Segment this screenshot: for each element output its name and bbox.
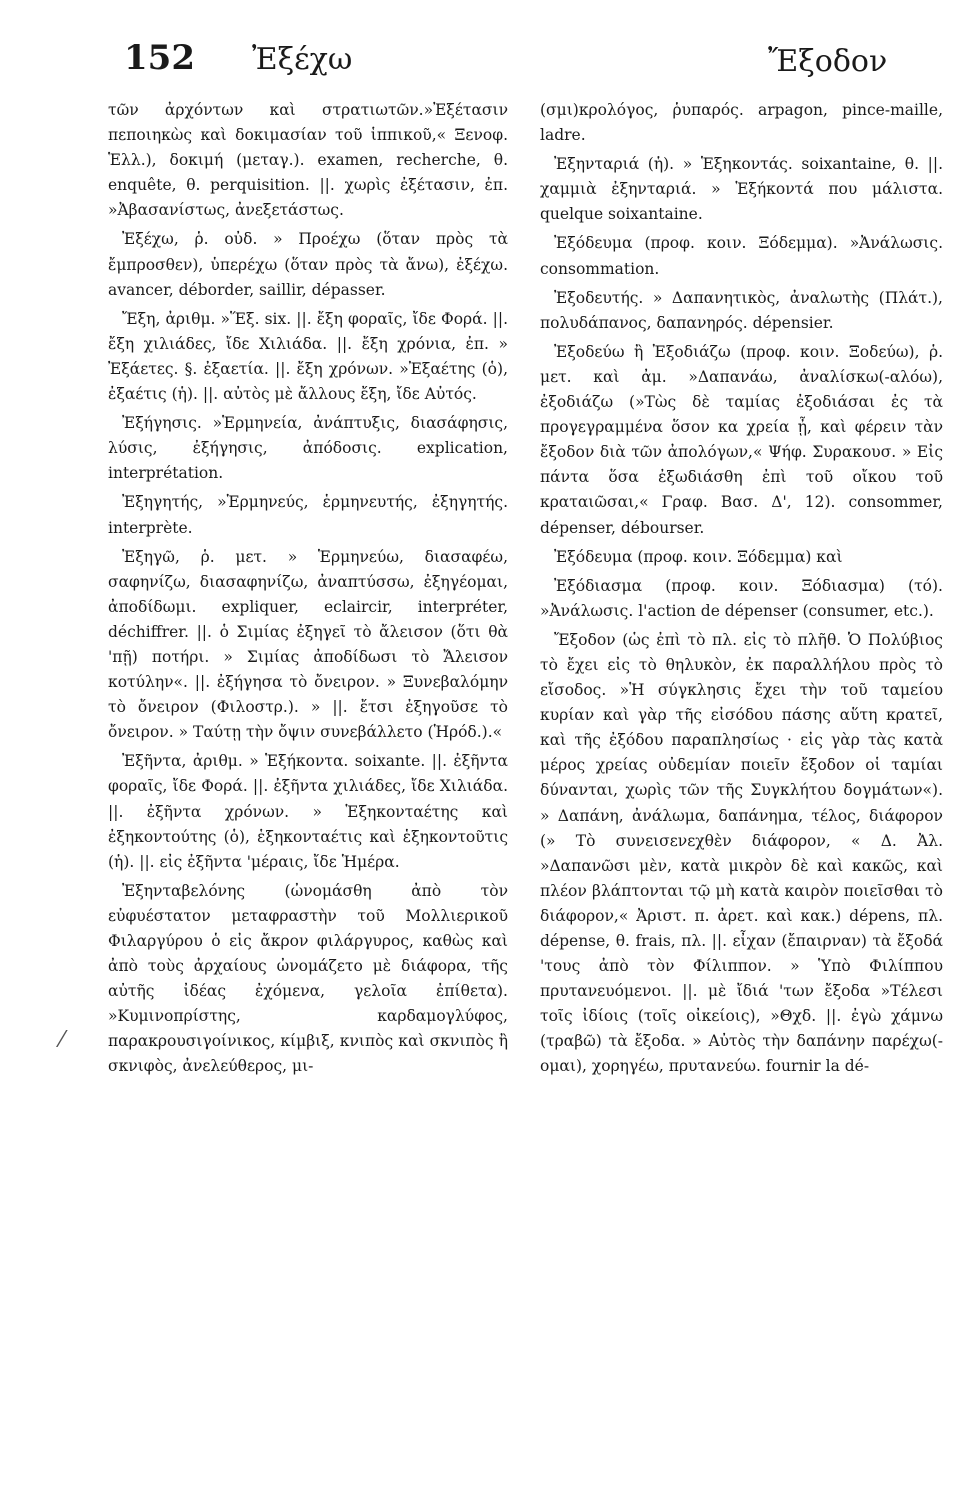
- right-guide-word: Ἔξοδον: [768, 44, 888, 79]
- page-number: 152: [124, 38, 195, 78]
- entry-exodeuma: Ἐξόδευμα (προφ. κοιν. Ξόδεμμα). »Ἀνάλωσις. consommation.: [540, 234, 943, 278]
- entry-exegesis: Ἐξήγησις. »Ἑρμηνεία, ἀνάπτυξις, διασάφησις, λύσις, ἐξήγησις, ἀπόδοσις. explication, interprétation.: [108, 414, 508, 483]
- entry-exekho: Ἐξέχω, ῥ. οὐδ. » Προέχω (ὅταν πρὸς τὰ ἔμπροσθεν), ὑπερέχω (ὅταν πρὸς τὰ ἄνω), ἐξέχω. avancer, déborder, saillir, dépasser.: [108, 230, 508, 299]
- page-header: [0, 38, 969, 88]
- entry-exodeuma-2: Ἐξόδευμα (προφ. κοιν. Ξόδεμμα) καὶ: [554, 547, 843, 566]
- left-column: [108, 98, 508, 1084]
- entry-continuation: τῶν ἀρχόντων καὶ στρατιωτῶν.»Ἐξέτασιν πεποιηκὼς καὶ δοκιμασίαν τοῦ ἱππικοῦ,« Ξενοφ. Ἑλλ.), δοκιμή (μεταγ.). examen, recherche, θ. enquête, θ. perquisition. ||. χωρὶς ἐξέτασιν, ἐπ. »Ἀβασανίστως, ἀνεξετάστως.: [108, 101, 508, 220]
- entry-exego: Ἐξηγῶ, ῥ. μετ. » Ἑρμηνεύω, διασαφέω, σαφηνίζω, διασαφηνίζω, ἀναπτύσσω, ἐξηγέομαι, ἀποδίδωμι. expliquer, eclaircir, interpréter, déchiffrer. ||. ὁ Σιμίας ἐξηγεῖ τὸ ἄλεισον (ὅτι θὰ 'πῇ) ποτήρι. » Σιμίας ἀποδίδωσι τὸ Ἄλεισον κοτύλην«. ||. ἐξήγησα τὸ ὄνειρον. » Ξυνεβαλόμην τὸ ὄνειρον (Φιλοστρ.). » ||. ἔτσι ἐξηγοῦσε τὸ ὄνειρον. » Ταύτῃ τὴν ὄψιν συνεβάλλετο (Ἡρόδ.).«: [108, 547, 508, 742]
- right-column: [540, 98, 943, 1084]
- entry-exinta: Ἐξῆντα, ἀριθμ. » Ἑξήκοντα. soixante. ||. ἐξῆντα φοραῖς, ἴδε Φορά. ||. ἐξῆντα χιλιάδες, ἴδε Χιλιάδα. ||. ἐξῆντα χρόνων. » Ἑξηκονταέτης καὶ ἐξηκοντούτης (ὁ), ἑξηκονταέτις καὶ ἑξηκοντοῦτις (ἡ). ||. εἰς ἐξῆντα 'μέραις, ἴδε Ἡμέρα.: [108, 752, 508, 871]
- entry-exintavelonis: Ἐξηνταβελόνης (ὠνομάσθη ἀπὸ τὸν εὐφυέστατον μεταφραστὴν τοῦ Μολλιερικοῦ Φιλαργύρου ὁ εἰς ἄκρον φιλάργυρος, καθὼς καὶ ἀπὸ τοὺς ἀρχαίους ὠνομάζετο μὲ διάφορα, τῆς αὐτῆς ἰδέας ἐχόμενα, γελοῖα ἐπίθετα). »Κυμινοπρίστης, καρδαμογλύφος, παρακρουσιγοίνικος, κίμβιξ, κνιπὸς καὶ σκνιπὸς ἢ σκνιφὸς, ἀνελεύθερος, μι-: [108, 881, 508, 1076]
- entry-exegetes: Ἐξηγητής, »Ἑρμηνεύς, ἑρμηνευτής, ἐξηγητής. interprète.: [108, 493, 508, 537]
- left-guide-word: Ἐξέχω: [252, 42, 353, 77]
- entry-exintaria: Ἐξηνταριά (ἡ). » Ἑξηκοντάς. soixantaine, θ. ||. χαμμιὰ ἐξηνταριά. » Ἑξήκοντά που μάλιστα. quelque soixantaine.: [540, 155, 943, 224]
- entry-continuation-right: (σμι)κρολόγος, ῥυπαρός. arpagon, pince-maille, ladre.: [540, 101, 943, 145]
- margin-mark: ⁄: [60, 1028, 64, 1053]
- entry-exodeutes: Ἐξοδευτής. » Δαπανητικὸς, ἀναλωτὴς (Πλάτ.), πολυδάπανος, δαπανηρός. dépensier.: [540, 288, 943, 332]
- entry-exodeuo: Ἐξοδεύω ἢ Ἐξοδιάζω (προφ. κοιν. Ξοδεύω), ῥ. μετ. καὶ ἀμ. »Δαπανάω, ἀναλίσκω(-αλόω), ἐξοδιάζω (»Τὼς δὲ ταμίας ἐξοδιάσαι ἐς τὰ προγεγραμμένα ὅσον κα χρεία ᾖ, καὶ φέρειν τὰν ἔξοδον διὰ τῶν ἀπολόγων,« Ψήφ. Συρακουσ. » Εἰς πάντα ὅσα ἐξωδιάσθη ἐπὶ τοῦ οἴκου τοῦ κραταιῶσαι,« Γραφ. Βασ. Δ', 12). consommer, dépenser, débourser.: [540, 342, 943, 537]
- entry-exodiasma: Ἐξόδιασμα (προφ. κοιν. Ξόδιασμα) (τό). »Ἀνάλωσις. l'action de dépenser (consumer, etc.).: [540, 576, 943, 620]
- entry-exi: Ἔξη, ἀριθμ. »Ἕξ. six. ||. ἔξη φοραῖς, ἴδε Φορά. ||. ἔξη χιλιάδες, ἴδε Χιλιάδα. ||. ἔξη χρόνια, ἐπ. » Ἐξάετες. §. ἐξαετία. ||. ἔξη χρόνων. »Ἐξαέτης (ὁ), ἐξαέτις (ἡ). ||. αὐτὸς μὲ ἄλλους ἔξη, ἴδε Αὐτός.: [108, 309, 508, 404]
- entry-exodon: Ἔξοδον (ὡς ἐπὶ τὸ πλ. εἰς τὸ πλῆθ. Ὁ Πολύβιος τὸ ἔχει εἰς τὸ θηλυκὸν, ἐκ παραλλήλου πρὸς τὸ εἴσοδος. »Ἡ σύγκλησις ἔχει τὴν τοῦ ταμείου κυρίαν καὶ γὰρ τῆς εἰσόδου πάσης αὕτη κρατεῖ, καὶ τῆς ἐξόδου παραπλησίως · εἰς γὰρ τὰς κατὰ μέρος χρείας οὐδεμίαν ποιεῖν ἔξοδον οἱ ταμίαι δύνανται, χωρὶς τῶν τῆς Συγκλήτου δογμάτων«). » Δαπάνη, ἀνάλωμα, δαπάνημα, τέλος, διάφορον (» Τὸ συνεισενεχθὲν διάφορον, « Δ. Ἀλ. »Δαπανῶσι μὲν, κατὰ μικρὸν δὲ καὶ κακῶς, καὶ πλέον βλάπτονται τῷ μὴ κατὰ καιρὸν ποιεῖσθαι τὸ διάφορον,« Ἀριστ. π. ἀρετ. καὶ κακ.) dépens, πλ. dépense, θ. frais, πλ. ||. εἶχαν (ἔπαιρναν) τὰ ἔξοδά 'τους ἀπὸ τὸν Φίλιππον. » Ὑπὸ Φιλίππου πρυτανευόμενοι. ||. μὲ ἴδιά 'των ἔξοδα »Τέλεσι τοῖς ἰδίοις (τοῖς οἰκείοις), »Θχδ. ||. ἐγὼ χάμνω (τραβῶ) τὰ ἔξοδα. » Αὐτὸς τὴν δαπάνην παρέχω(-ομαι), χορηγέω, πρυτανεύω. fournir la dé-: [540, 630, 943, 1076]
